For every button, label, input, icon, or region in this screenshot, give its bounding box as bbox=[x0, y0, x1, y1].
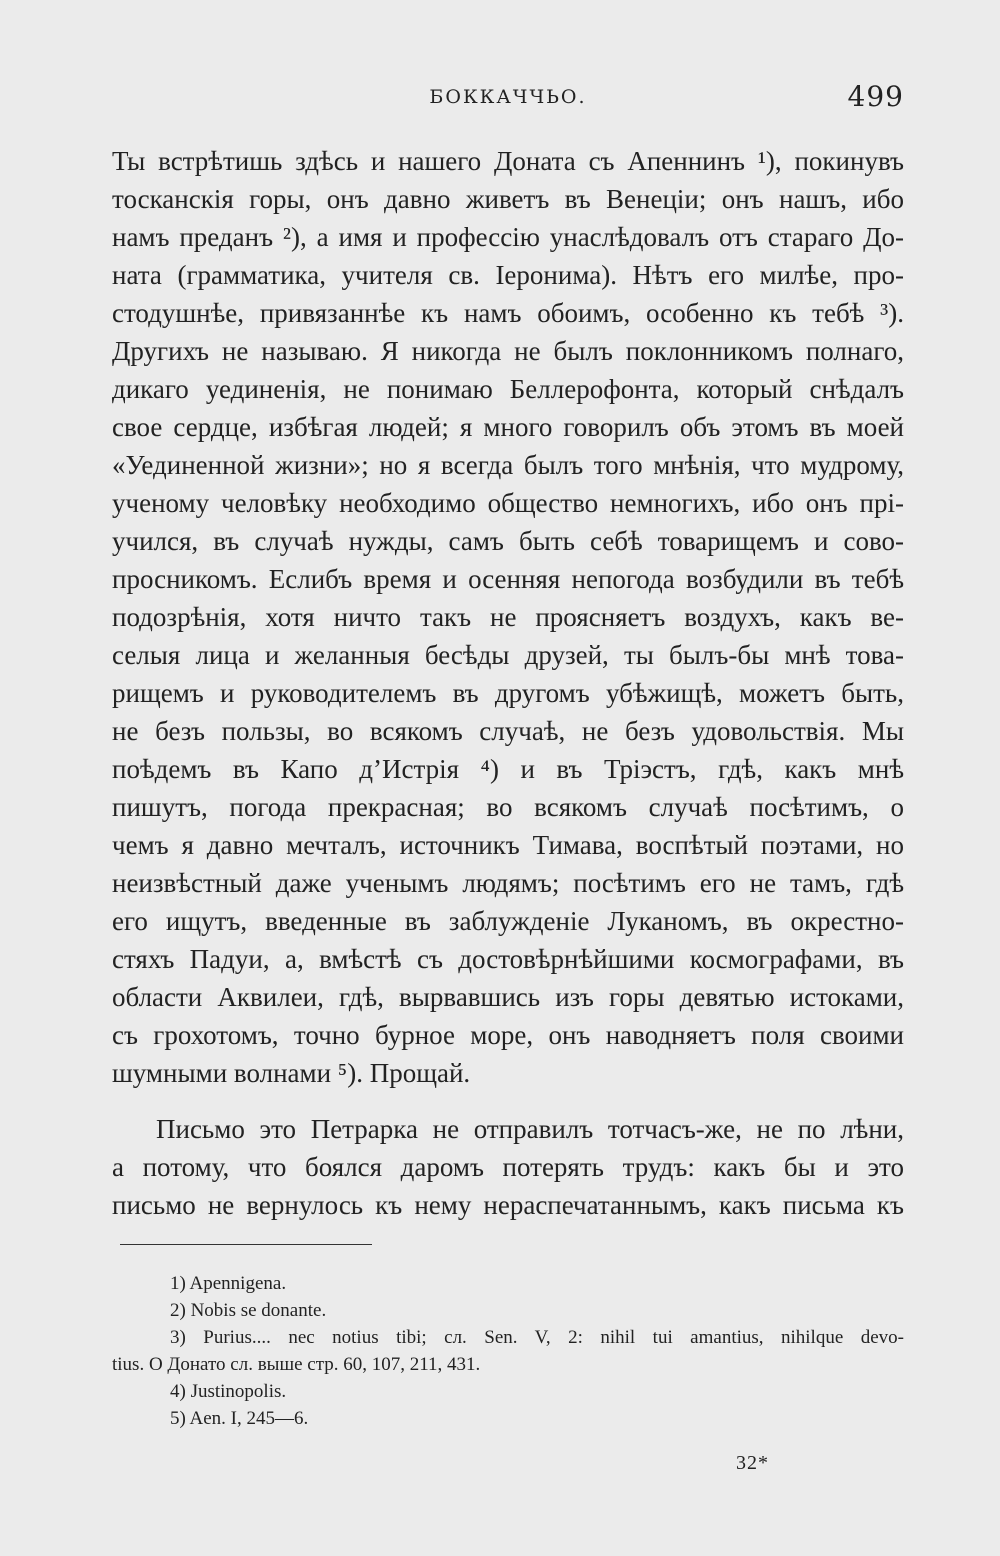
text-line: чемъ я давно мечталъ, источникъ Тимава, воспѣтый поэтами, но bbox=[112, 830, 904, 860]
text-line: Ты встрѣтишь здѣсь и нашего Доната съ Апеннинъ ¹), покинувъ bbox=[112, 146, 904, 176]
text-line: а потому, что боялся даромъ потерять трудъ: какъ бы и это bbox=[112, 1152, 904, 1182]
signature-mark: 32* bbox=[736, 1452, 769, 1474]
text-line: его ищутъ, введенные въ заблужденіе Луканомъ, въ окрестно- bbox=[112, 906, 904, 936]
footnote-4: 4) Justinopolis. bbox=[170, 1381, 287, 1402]
text-line: дикаго уединенія, не понимаю Беллерофонта, который снѣдалъ bbox=[112, 374, 904, 404]
paragraph-gap bbox=[112, 1092, 904, 1110]
text-line: стодушнѣе, привязаннѣе къ намъ обоимъ, особенно къ тебѣ ³). bbox=[112, 298, 904, 328]
body-text bbox=[112, 142, 904, 1224]
footnote-divider bbox=[120, 1244, 372, 1245]
text-line: поѣдемъ въ Капо д’Истрія ⁴) и въ Тріэстъ, гдѣ, какъ мнѣ bbox=[112, 754, 904, 784]
text-line: неизвѣстный даже ученымъ людямъ; посѣтимъ его не тамъ, гдѣ bbox=[112, 868, 904, 898]
footnote-3: 3) Purius.... nec notius tibi; сл. Sen. V, 2: nihil tui amantius, nihilque devo- bbox=[170, 1327, 904, 1348]
paragraph-2 bbox=[112, 1110, 904, 1224]
text-line: тосканскія горы, онъ давно живетъ въ Венеціи; онъ нашъ, ибо bbox=[112, 184, 904, 214]
footnote-5: 5) Aen. I, 245—6. bbox=[170, 1408, 309, 1429]
text-line: шумными волнами ⁵). Прощай. bbox=[112, 1058, 471, 1088]
footnote-2: 2) Nobis se donante. bbox=[170, 1300, 327, 1321]
text-line: письмо не вернулось къ нему нераспечатаннымъ, какъ письма къ bbox=[112, 1190, 904, 1220]
running-title: БОККАЧЧЬО. bbox=[429, 86, 587, 108]
text-line: Другихъ не называю. Я никогда не былъ поклонникомъ полнаго, bbox=[112, 336, 904, 366]
text-line: Письмо это Петрарка не отправилъ тотчасъ-же, не по лѣни, bbox=[156, 1114, 904, 1144]
text-line: съ грохотомъ, точно бурное море, онъ наводняетъ поля своими bbox=[112, 1020, 904, 1050]
text-line: рищемъ и руководителемъ въ другомъ убѣжищѣ, можетъ быть, bbox=[112, 678, 904, 708]
text-line: селыя лица и желанныя бесѣды друзей, ты былъ-бы мнѣ това- bbox=[112, 640, 904, 670]
text-line: не безъ пользы, во всякомъ случаѣ, не безъ удовольствія. Мы bbox=[112, 716, 904, 746]
footnote-3-continued: tius. О Донато сл. выше стр. 60, 107, 211, 431. bbox=[112, 1354, 481, 1375]
text-line: «Уединенной жизни»; но я всегда былъ того мнѣнія, что мудрому, bbox=[112, 450, 904, 480]
paragraph-1 bbox=[112, 142, 904, 1092]
text-line: области Аквилеи, гдѣ, вырвавшись изъ горы девятью истоками, bbox=[112, 982, 904, 1012]
text-line: просникомъ. Еслибъ время и осенняя непогода возбудили въ тебѣ bbox=[112, 564, 904, 594]
text-line: стяхъ Падуи, а, вмѣстѣ съ достовѣрнѣйшими космографами, въ bbox=[112, 944, 904, 974]
footnote-1: 1) Apennigena. bbox=[170, 1273, 287, 1294]
text-line: ученому человѣку необходимо общество немногихъ, ибо онъ прі- bbox=[112, 488, 904, 518]
text-line: свое сердце, избѣгая людей; я много говорилъ объ этомъ въ моей bbox=[112, 412, 904, 442]
text-line: учился, въ случаѣ нужды, самъ быть себѣ товарищемъ и сово- bbox=[112, 526, 904, 556]
text-line: подозрѣнія, хотя ничто такъ не проясняетъ воздухъ, какъ ве- bbox=[112, 602, 904, 632]
page-number: 499 bbox=[847, 80, 904, 113]
running-head bbox=[112, 80, 904, 116]
text-line: ната (грамматика, учителя св. Іеронима). Нѣтъ его милѣе, про- bbox=[112, 260, 904, 290]
text-line: намъ преданъ ²), а имя и профессію унаслѣдовалъ отъ стараго До- bbox=[112, 222, 904, 252]
footnotes bbox=[112, 1270, 904, 1432]
text-line: пишутъ, погода прекрасная; во всякомъ случаѣ посѣтимъ, о bbox=[112, 792, 904, 822]
